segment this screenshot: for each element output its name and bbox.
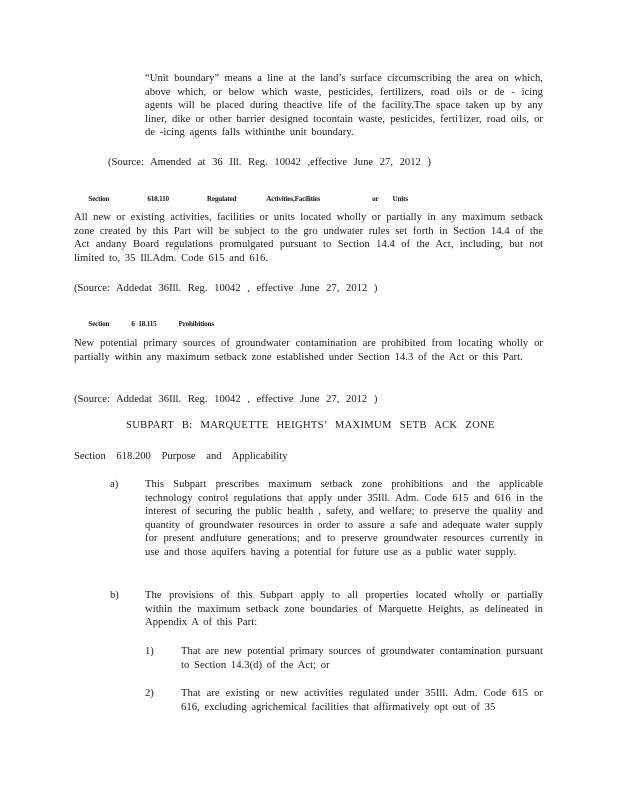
- section-618-115-body: New potential primary sources of groundwater contamination are prohibited from locating wholly or partially within any maximum setback zone established under Section 14.3 of the Act or this Part.: [74, 338, 543, 363]
- subsection-b2-label: 2): [145, 688, 154, 699]
- section-618-200-heading: Section 618.200 Purpose and Applicability: [74, 451, 288, 462]
- subsection-b-text: The provisions of this Subpart apply to all properties located wholly or partially within the maximum setback zone boundaries of Marquette Heights, as delineated in Appendix A of this Part:: [145, 590, 543, 629]
- source-note-amended: (Source: Amended at 36 Ill. Reg. 10042 ,effective June 27, 2012 ): [108, 157, 432, 168]
- source-note-added-2: (Source: Addedat 36Ill. Reg. 10042 , effective June 27, 2012 ): [74, 394, 378, 405]
- section-title-part: Activities,Facilities: [266, 195, 321, 203]
- section-label: Section: [88, 320, 110, 328]
- section-title-part: Regulated: [206, 195, 237, 203]
- section-618-110-body: All new or existing activities, facilities or units located wholly or partially in any maximum setback zone created by this Part will be subject to the gro undwater rules set forth in Section 14.4 of the Act andany Board regulations promulgated pursuant to Section 14.4 of the Act, including, but not limited to, 35 Ill.Adm. Code 615 and 616.: [74, 212, 543, 264]
- section-618-110-heading: [74, 187, 446, 211]
- subsection-a-text: This Subpart prescribes maximum setback zone prohibitions and the applicable technology control regulations that apply under 35Ill. Adm. Code 615 and 616 in the interest of securing the public health , safety, and welfare; to preserve the quality and quantity of groundwater resources in order to assure a safe and adequate water supply for present andfuture generations; and to preserve groundwater resources currently in use and those aquifers having a potential for future use as a public water supply.: [145, 479, 543, 558]
- section-618-115-heading: [74, 312, 252, 336]
- unit-boundary-definition: “Unit boundary” means a line at the land’s surface circumscribing the area on which, above which, or below which waste, pesticides, fertilizers, road oils or de - icing agents will be placed during theactive life of the facility.The space taken up by any liner, dike or other barrier designed tocontain waste, pesticides, ferti1izer, road oils, or de -icing agents falls withinthe unit boundary.: [145, 73, 543, 139]
- subsection-b-label: b): [110, 590, 119, 601]
- section-title: Prohibitions: [178, 320, 214, 328]
- subsection-b1-label: 1): [145, 646, 154, 657]
- section-title-part: or: [372, 195, 379, 203]
- subpart-heading: SUBPART B: MARQUETTE HEIGHTS’ MAXIMUM SETB ACK ZONE: [126, 420, 495, 431]
- section-number: 6 18.115: [131, 320, 157, 328]
- subsection-a-label: a): [110, 479, 119, 490]
- section-title-part: Units: [392, 195, 408, 203]
- section-label: Section: [88, 195, 110, 203]
- section-number: 618.110: [147, 195, 169, 203]
- subsection-b2-text: That are existing or new activities regulated under 35Ill. Adm. Code 615 or 616, excluding agrichemical facilities that affirmatively opt out of 35: [181, 688, 543, 713]
- source-note-added-1: (Source: Addedat 36Ill. Reg. 10042 , effective June 27, 2012 ): [74, 283, 378, 294]
- subsection-b1-text: That are new potential primary sources of groundwater contamination pursuant to Section 14.3(d) of the Act; or: [181, 646, 543, 671]
